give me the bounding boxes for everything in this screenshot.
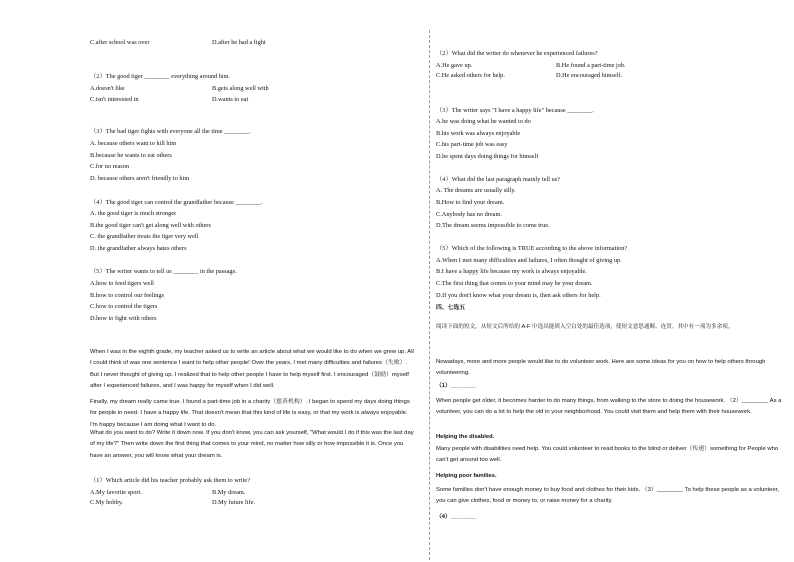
pq3-option-c: C.his part-time job was easy xyxy=(436,141,508,148)
paragraph-disabled: Many people with disabilities need help. You could volunteer to read books to the blind or deliver（传递）something for People who can't get around too well. xyxy=(436,446,779,464)
q3-option-a: A. because others want to kill him xyxy=(90,140,177,147)
right-column xyxy=(420,0,794,562)
pq5-option-b: B.I have a happy life because my work is always enjoyable. xyxy=(436,268,587,275)
pq2-stem: （2）What did the writer do whenever he experienced failures? xyxy=(436,50,598,57)
q2-stem: （2）The good tiger ________ everything around him. xyxy=(90,73,231,80)
pq3-option-b: B.his work was always enjoyable xyxy=(436,130,521,137)
intro-paragraph: Nowadays, more and more people would like to do volunteer work. Here are some ideas for you on how to help others through volunteering. xyxy=(436,359,766,377)
q5-option-d: D.how to fight with others xyxy=(90,315,157,322)
pq4-option-d: D.The dream seems impossible to come true. xyxy=(436,222,550,229)
q2-option-c: C.isn't interested in xyxy=(90,96,139,103)
heading-disabled: Helping the disabled. xyxy=(436,434,495,440)
q1-option-c: C.after school was over xyxy=(90,39,150,46)
q5-stem: （5）The writer wants to tell us ________ in the passage. xyxy=(90,268,237,275)
q2-option-a: A.doesn't like xyxy=(90,85,125,92)
q5-option-a: A.how to feed tigers well xyxy=(90,280,154,287)
pq5-option-d: D.If you don't know what your dream is, then ask others for help. xyxy=(436,292,601,299)
section-instructions: 阅读下面的短文，从短文后所给的 A-F 中选出能填入空白处的最佳选项，使短文意思通顺、连贯。其中有一项为多余项。 xyxy=(436,324,734,330)
pq4-option-b: B.How to find your dream. xyxy=(436,199,505,206)
pq1-option-d: D.My future life. xyxy=(212,499,256,506)
q3-stem: （3）The bad tiger fights with everyone all the time ________. xyxy=(90,128,251,135)
blank-4: （4）________ xyxy=(436,514,477,520)
blank-1: （1）________ xyxy=(436,383,477,389)
pq5-stem: （5）Which of the following is TRUE according to the above information? xyxy=(436,245,628,252)
q5-option-b: B.how to control our feelings xyxy=(90,292,164,299)
pq5-option-c: C.The first thing that comes to your mind may be your dream. xyxy=(436,280,593,287)
q4-stem: （4）The good tiger can control the grandfather because ________. xyxy=(90,199,263,206)
pq4-option-a: A. The dreams are usually silly. xyxy=(436,187,516,194)
pq3-option-d: D.he spent days doing things for himself xyxy=(436,153,539,160)
q2-option-b: B.gets along well with xyxy=(212,85,269,92)
q1-option-d: D.after he had a fight xyxy=(212,39,266,46)
q4-option-c: C. the grandfather treats the tiger very well xyxy=(90,233,199,240)
pq2-option-b: B.He found a part-time job. xyxy=(556,62,626,69)
q2-option-d: D.wants to eat xyxy=(212,96,249,103)
pq4-option-c: C.Anybody has no dream. xyxy=(436,211,502,218)
passage-paragraph-2: Finally, my dream really came true. I found a part-time job in a charity（慈善机构）. I began to spend my days doing things for people in need. I have a happy life. That doesn't mean that this kind of life is easy, or that my work is always enjoyable. I'm happy because I am doing what I want to do. xyxy=(90,399,410,428)
pq1-option-c: C.My hobby. xyxy=(90,499,124,506)
heading-poor-families: Helping poor families. xyxy=(436,473,497,479)
pq4-stem: （4）What did the last paragraph mainly tell us? xyxy=(436,176,560,183)
pq1-option-b: B.My dream. xyxy=(212,489,246,496)
pq1-option-a: A.My favorite sport. xyxy=(90,489,142,496)
passage-paragraph-1: When I was in the eighth grade, my teacher asked us to write an article about what we would like to do when we grew up. All I could think of was one sentence I want to help other people! Over the years, I met many difficulties and failures（失败）. But I never thought of giving up. I realized that to help other people I have to help myself first. I encouraged（鼓励）myself after I experienced failures, and I was happy for myself when I did well. xyxy=(90,349,414,390)
pq5-option-a: A.When I met many difficulties and failures, I often thought of giving up. xyxy=(436,257,622,264)
q5-option-c: C.how to control the tigers xyxy=(90,303,158,310)
pq2-option-c: C.He asked others for help. xyxy=(436,72,505,79)
pq3-stem: （3）The writer says "I have a happy life" because ________. xyxy=(436,107,594,114)
pq1-stem: （1）Which article did his teacher probably ask them to write? xyxy=(90,477,250,484)
q3-option-b: B.because he wants to eat others xyxy=(90,152,172,159)
q3-option-c: C.for no reason xyxy=(90,163,129,170)
q3-option-d: D. because others aren't friendly to him xyxy=(90,175,190,182)
paragraph-elderly: When people get older, it becomes harder to do many things, from walking to the store to doing the housework. （2）________ As a volunteer, you can do a lot to help the old in your neighborhood. You could visit them and help them with their housework. xyxy=(436,398,782,416)
pq2-option-d: D.He encouraged himself. xyxy=(556,72,623,79)
q4-option-b: B.the good tiger can't get along well with others xyxy=(90,222,211,229)
paragraph-poor-families: Some families don't have enough money to buy food and clothes for their kids. （3）________ To help these people as a volunteer, you can give clothes, food or money to, or raise money for a charity. xyxy=(436,487,780,505)
section-title: 四、七选五 xyxy=(436,305,465,311)
pq3-option-a: A.he was doing what he wanted to do xyxy=(436,118,531,125)
passage-paragraph-3: What do you want to do? Write it down now. If you don't know, you can ask yourself, "What would I do if this was the last day of my life?" Then write down the first thing that comes to your mind, no matter how silly or how impossible it is. Once you have an answer, you will know what your dream is. xyxy=(90,430,414,459)
q4-option-a: A. the good tiger is much stronger xyxy=(90,210,177,217)
pq2-option-a: A.He gave up. xyxy=(436,62,473,69)
q4-option-d: D. the grandfather always hates others xyxy=(90,245,187,252)
